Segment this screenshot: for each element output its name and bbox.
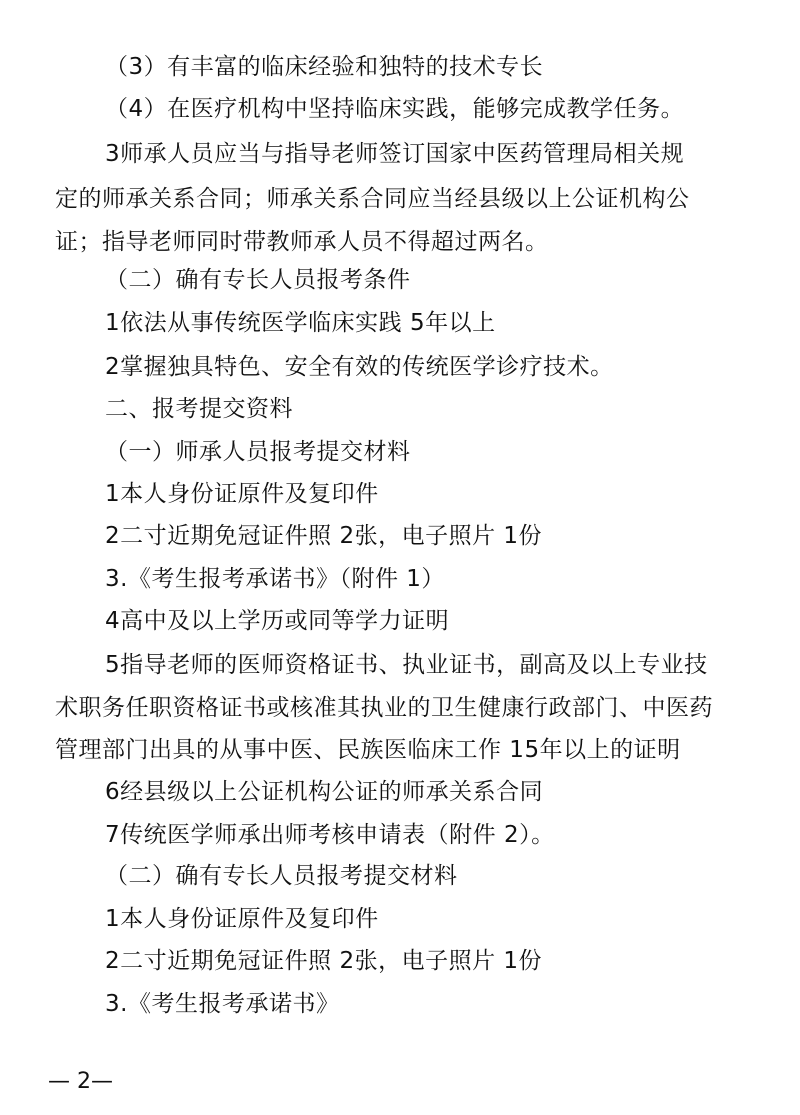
paragraph-line: 3师承人员应当与指导老师签订国家中医药管理局相关规: [105, 141, 685, 167]
paragraph-line: 7传统医学师承出师考核申请表（附件 2）。: [105, 822, 555, 848]
paragraph-line: 4高中及以上学历或同等学力证明: [105, 608, 450, 634]
section-heading: 二、报考提交资料: [105, 396, 293, 422]
paragraph-line: 管理部门出具的从事中医、民族医临床工作 15年以上的证明: [55, 737, 681, 763]
paragraph-line: 3.《考生报考承诺书》: [105, 991, 340, 1017]
paragraph-line: 3.《考生报考承诺书》（附件 1）: [105, 566, 445, 592]
paragraph-line: 6经县级以上公证机构公证的师承关系合同: [105, 779, 544, 805]
paragraph-line: （4）在医疗机构中坚持临床实践，能够完成教学任务。: [105, 96, 685, 122]
paragraph-line: 1本人身份证原件及复印件: [105, 906, 379, 932]
paragraph-line: 定的师承关系合同；师承关系合同应当经县级以上公证机构公: [55, 186, 690, 212]
section-heading: （二）确有专长人员报考条件: [105, 267, 411, 293]
page-number: — 2—: [48, 1069, 113, 1094]
paragraph-line: 2二寸近期免冠证件照 2张，电子照片 1份: [105, 523, 543, 549]
paragraph-line: 术职务任职资格证书或核准其执业的卫生健康行政部门、中医药: [55, 695, 713, 721]
paragraph-line: 2二寸近期免冠证件照 2张，电子照片 1份: [105, 948, 543, 974]
paragraph-line: 1本人身份证原件及复印件: [105, 481, 379, 507]
paragraph-line: （3）有丰富的临床经验和独特的技术专长: [105, 54, 544, 80]
section-heading: （二）确有专长人员报考提交材料: [105, 863, 458, 889]
paragraph-line: 1依法从事传统医学临床实践 5年以上: [105, 310, 496, 336]
paragraph-line: 证；指导老师同时带教师承人员不得超过两名。: [55, 229, 549, 255]
paragraph-line: 2掌握独具特色、安全有效的传统医学诊疗技术。: [105, 354, 614, 380]
paragraph-line: 5指导老师的医师资格证书、执业证书，副高及以上专业技: [105, 652, 708, 678]
section-heading: （一）师承人员报考提交材料: [105, 439, 411, 465]
